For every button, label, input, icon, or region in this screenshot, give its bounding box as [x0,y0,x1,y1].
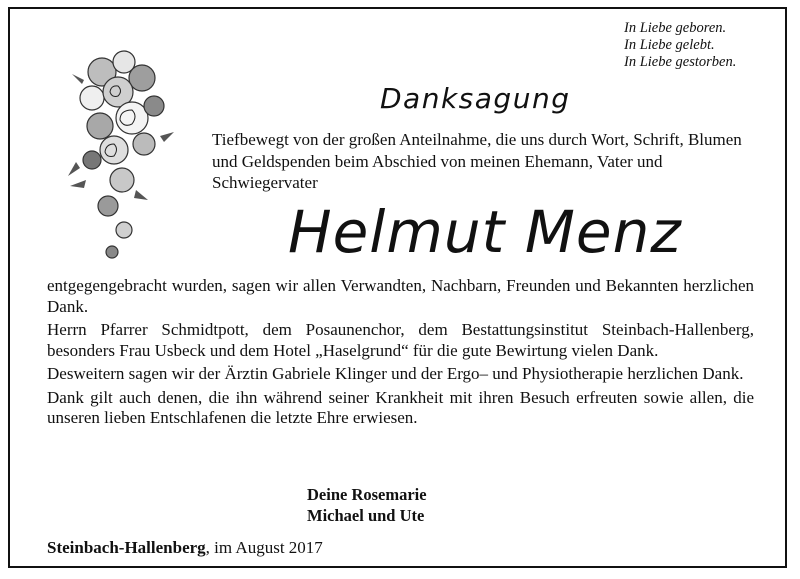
motto [624,20,736,71]
heading: Danksagung [380,82,571,115]
signature-line-1: Deine Rosemarie [307,485,427,504]
paragraph-3: Desweitern sagen wir der Ärztin Gabriele Klinger und der Ergo– und Physiotherapie herzlichen Dank. [47,364,744,383]
place-date [47,538,323,558]
body-text [47,276,754,432]
motto-line-1: In Liebe geboren. [624,20,727,36]
flower-bouquet-icon [62,40,180,270]
paragraph-1: entgegengebracht wurden, sagen wir allen Verwandten, Nachbarn, Freunden und Bekannten herzlichen Dank. [47,276,754,316]
motto-line-2: In Liebe gelebt. [624,37,715,53]
signature [307,484,427,526]
paragraph-2: Herrn Pfarrer Schmidtpott, dem Posaunenchor, dem Bestattungsinstitut Steinbach-Hallenberg, besonders Frau Usbeck und dem Hotel „Haselgrund“ für die gute Bewirtung vielen Dank. [47,320,754,360]
signature-line-2: Michael und Ute [307,506,425,525]
place-date-text: , im August 2017 [205,538,323,557]
motto-line-3: In Liebe gestorben. [624,54,737,70]
deceased-name: Helmut Menz [288,198,682,266]
paragraph-4: Dank gilt auch denen, die ihn während seiner Krankheit mit ihren Besuch erfreuten sowie allen, die unseren lieben Entschlafenen die letzte Ehre erwiesen. [47,387,754,427]
place-city: Steinbach-Hallenberg [47,538,206,557]
intro-text: Tiefbewegt von der großen Anteilnahme, die uns durch Wort, Schrift, Blumen und Geldspenden beim Abschied von meinen Ehemann, Vater und Schwiegervater [212,130,742,192]
